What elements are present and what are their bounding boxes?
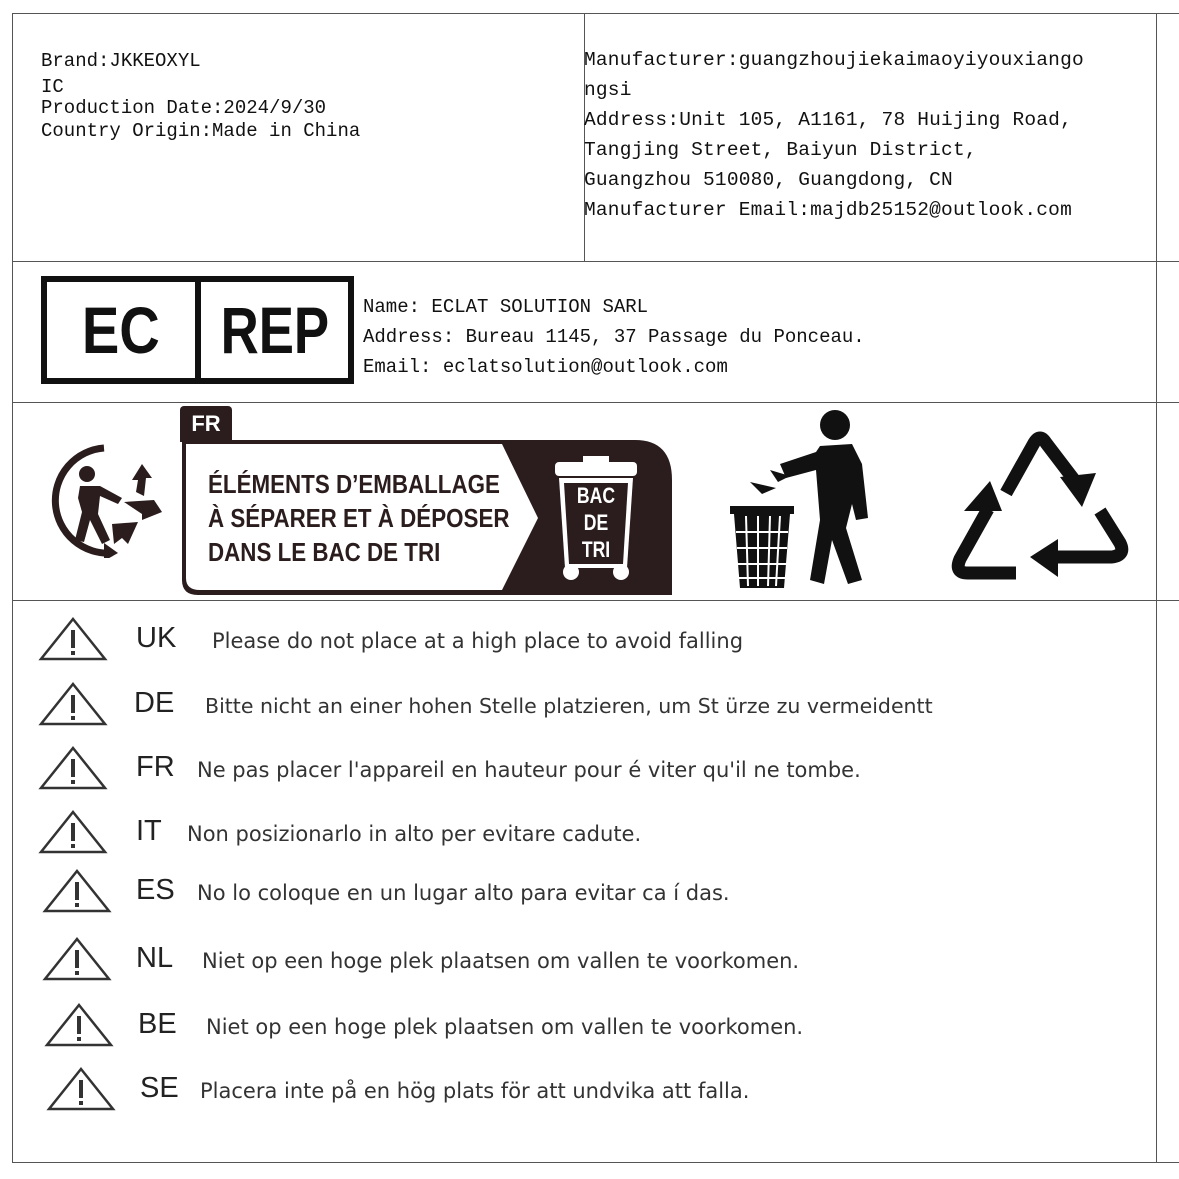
warning-country-code: UK (136, 622, 177, 654)
warning-text: Placera inte på en hög plats för att undvika att falla. (200, 1079, 750, 1103)
warning-country-code: DE (134, 687, 175, 719)
manufacturer-line: Manufacturer:guangzhoujiekaimaoyiyouxiango (584, 49, 1084, 71)
rule-row1 (12, 261, 1179, 262)
ec-box (41, 276, 201, 384)
warning-country-code: NL (136, 942, 174, 974)
triman-line-1: ÉLÉMENTS D’EMBALLAGE (208, 469, 500, 499)
warning-row (0, 616, 1179, 666)
warning-text: Ne pas placer l'appareil en hauteur pour é viter qu'il ne tombe. (197, 758, 861, 782)
bin-text (569, 482, 623, 563)
ec-rep-info (363, 292, 865, 382)
ec-rep-address: Address: Bureau 1145, 37 Passage du Ponceau. (363, 326, 865, 348)
country-origin-text: Country Origin:Made in China (41, 120, 361, 142)
warning-row (0, 809, 1179, 859)
rule-row2 (12, 402, 1179, 403)
warning-triangle-icon (38, 745, 108, 791)
warning-text: Please do not place at a high place to avoid falling (212, 629, 744, 653)
warning-row (0, 1066, 1179, 1116)
rule-row3 (12, 600, 1179, 601)
warning-text: Bitte nicht an einer hohen Stelle platzieren, um St ürze zu vermeidentt (205, 694, 933, 718)
ec-rep-email: Email: eclatsolution@outlook.com (363, 356, 728, 378)
warning-country-code: ES (136, 874, 175, 906)
rep-box (195, 276, 354, 384)
manufacturer-address-line: Address:Unit 105, A1161, 78 Huijing Road, (584, 109, 1072, 131)
triman-icon (42, 440, 167, 558)
production-date-text: Production Date:2024/9/30 (41, 97, 327, 119)
rule-right (1156, 13, 1157, 1163)
triman-line-3: DANS LE BAC DE TRI (208, 537, 441, 567)
manufacturer-line: ngsi (584, 79, 632, 101)
manufacturer-email: Manufacturer Email:majdb25152@outlook.com (584, 199, 1072, 221)
warning-triangle-icon (38, 809, 108, 855)
bin-text-line: BAC (576, 483, 616, 508)
warning-text: Niet op een hoge plek plaatsen om vallen te voorkomen. (202, 949, 800, 973)
rep-label: REP (220, 293, 329, 367)
warning-row (0, 936, 1179, 986)
tidyman-bin-icon (728, 408, 878, 590)
ec-label: EC (82, 293, 160, 367)
warning-text: Non posizionarlo in alto per evitare cadute. (187, 822, 642, 846)
ec-rep-name: Name: ECLAT SOLUTION SARL (363, 296, 649, 318)
rule-bottom (12, 1162, 1179, 1163)
warning-country-code: BE (138, 1008, 177, 1040)
warning-row (0, 745, 1179, 795)
bin-text-line: TRI (581, 537, 611, 562)
warning-triangle-icon (42, 936, 112, 982)
warning-triangle-icon (44, 1002, 114, 1048)
manufacturer-address-line: Tangjing Street, Baiyun District, (584, 139, 977, 161)
warning-triangle-icon (38, 681, 108, 727)
manufacturer-info (584, 45, 1084, 225)
product-info (41, 50, 360, 143)
triman-line-2: À SÉPARER ET À DÉPOSER (208, 503, 510, 533)
ic-text: IC (41, 76, 64, 98)
brand-text: Brand:JKKEOXYL (41, 50, 201, 72)
warning-triangle-icon (46, 1066, 116, 1112)
bin-text-line: DE (583, 510, 609, 535)
fr-country-tag: FR (180, 406, 232, 442)
warning-country-code: SE (140, 1072, 179, 1104)
rule-left (12, 13, 13, 1163)
rule-top (12, 13, 1179, 14)
warning-row (0, 681, 1179, 731)
warning-triangle-icon (38, 616, 108, 662)
warning-triangle-icon (42, 868, 112, 914)
warning-text: Niet op een hoge plek plaatsen om vallen te voorkomen. (206, 1015, 804, 1039)
warning-row (0, 1002, 1179, 1052)
warning-country-code: FR (136, 751, 175, 783)
warning-text: No lo coloque en un lugar alto para evitar ca í das. (197, 881, 730, 905)
warning-country-code: IT (136, 815, 162, 847)
warning-row (0, 868, 1179, 918)
recycle-triangle-icon (950, 415, 1130, 587)
manufacturer-address-line: Guangzhou 510080, Guangdong, CN (584, 169, 953, 191)
